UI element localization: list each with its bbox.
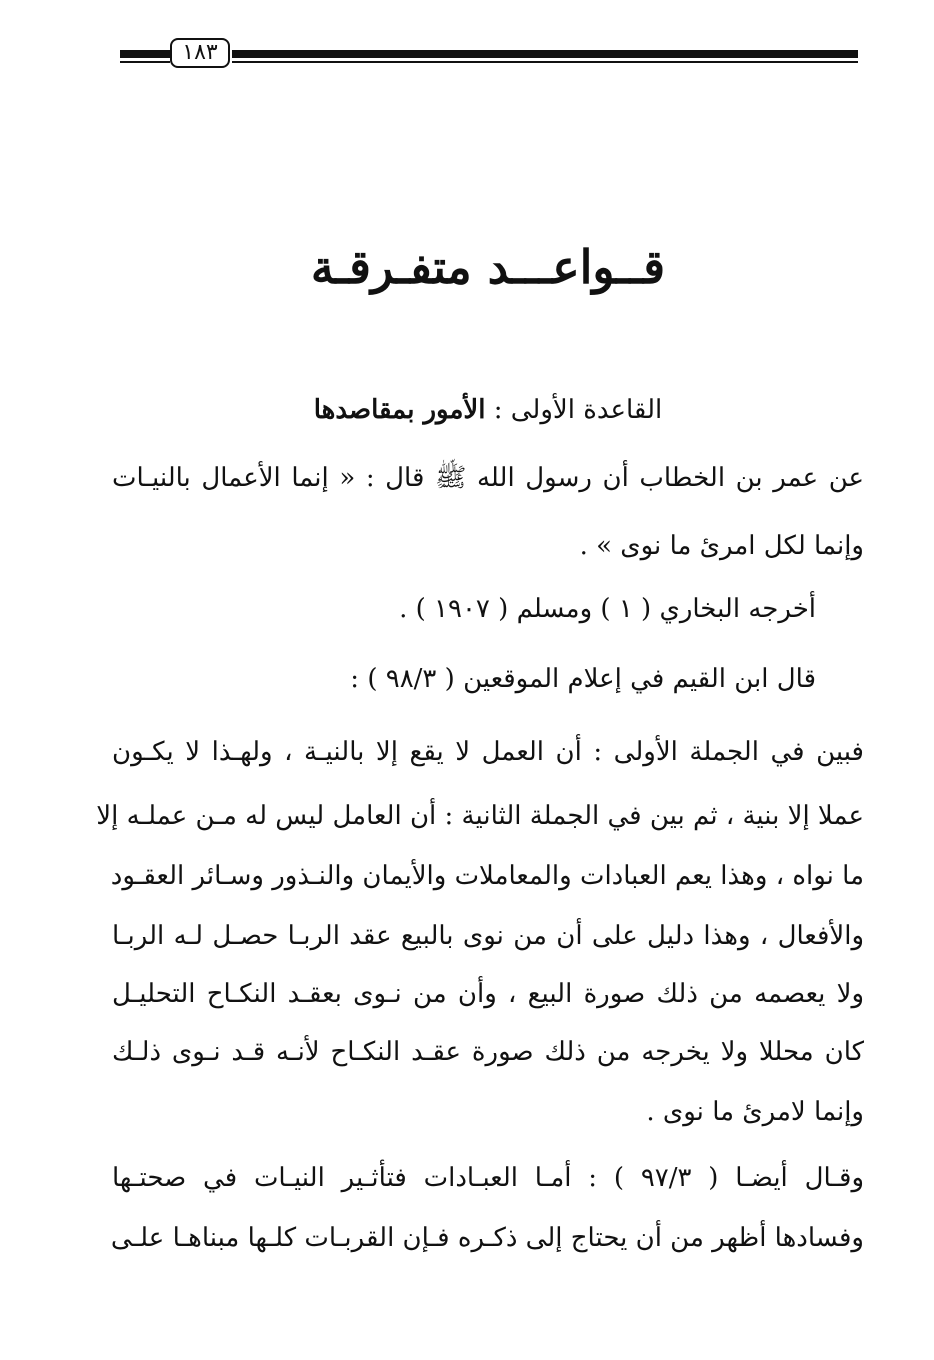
text-line: ولا يعصمه من ذلك صورة البيع ، وأن من نـوى بعقـد النكـاح التحليـل: [112, 979, 864, 1009]
page-number: ١٨٣: [170, 38, 230, 68]
text-line: عن عمر بن الخطاب أن رسول الله ﷺ قال : « إنما الأعمال بالنيـات: [112, 463, 864, 493]
rule-heading-label: القاعدة الأولى :: [493, 395, 663, 425]
citation-line: أخرجه البخاري ( ١ ) ومسلم ( ١٩٠٧ ) .: [399, 594, 816, 624]
text-line: والأفعال ، وهذا دليل على أن من نوى بالبيع عقد الربـا حصـل لـه الربـا: [112, 921, 864, 951]
text-line: ما نواه ، وهذا يعم العبادات والمعاملات والأيمان والنـذور وسـائر العقـود: [110, 861, 864, 891]
header-rule: [120, 40, 858, 70]
text-line: وإنما لامرئ ما نوى .: [646, 1097, 864, 1127]
text-line: عملا إلا بنية ، ثم بين في الجملة الثانية : أن العامل ليس له مـن عملـه إلا: [96, 801, 864, 831]
rule-heading-title: الأمور بمقاصدها: [313, 395, 486, 425]
header-rule-left-thin: [120, 61, 170, 63]
header-rule-right-thick: [232, 50, 858, 58]
rule-heading: [112, 392, 864, 428]
header-rule-left-thick: [120, 50, 170, 58]
header-rule-right-thin: [232, 61, 858, 63]
text-line: وفسادها أظهر من أن يحتاج إلى ذكـره فـإن القربـات كلـها مبناهـا علـى: [110, 1223, 864, 1253]
text-line: وقـال أيضـا ( ٩٧/٣ ) : أمـا العبـادات فتأثـير النيـات في صحتـها: [112, 1163, 865, 1193]
citation-line: قال ابن القيم في إعلام الموقعين ( ٩٨/٣ ) :: [350, 664, 816, 694]
text-line: فبين في الجملة الأولى : أن العمل لا يقع إلا بالنيـة ، ولهـذا لا يكـون: [112, 737, 864, 767]
page-title: قــواعـــد متفـرقـة: [310, 240, 666, 294]
text-line: وإنما لكل امرئ ما نوى » .: [579, 531, 864, 561]
text-line: كان محللا ولا يخرجه من ذلك صورة عقـد النكـاح لأنـه قـد نـوى ذلـك: [112, 1037, 864, 1067]
